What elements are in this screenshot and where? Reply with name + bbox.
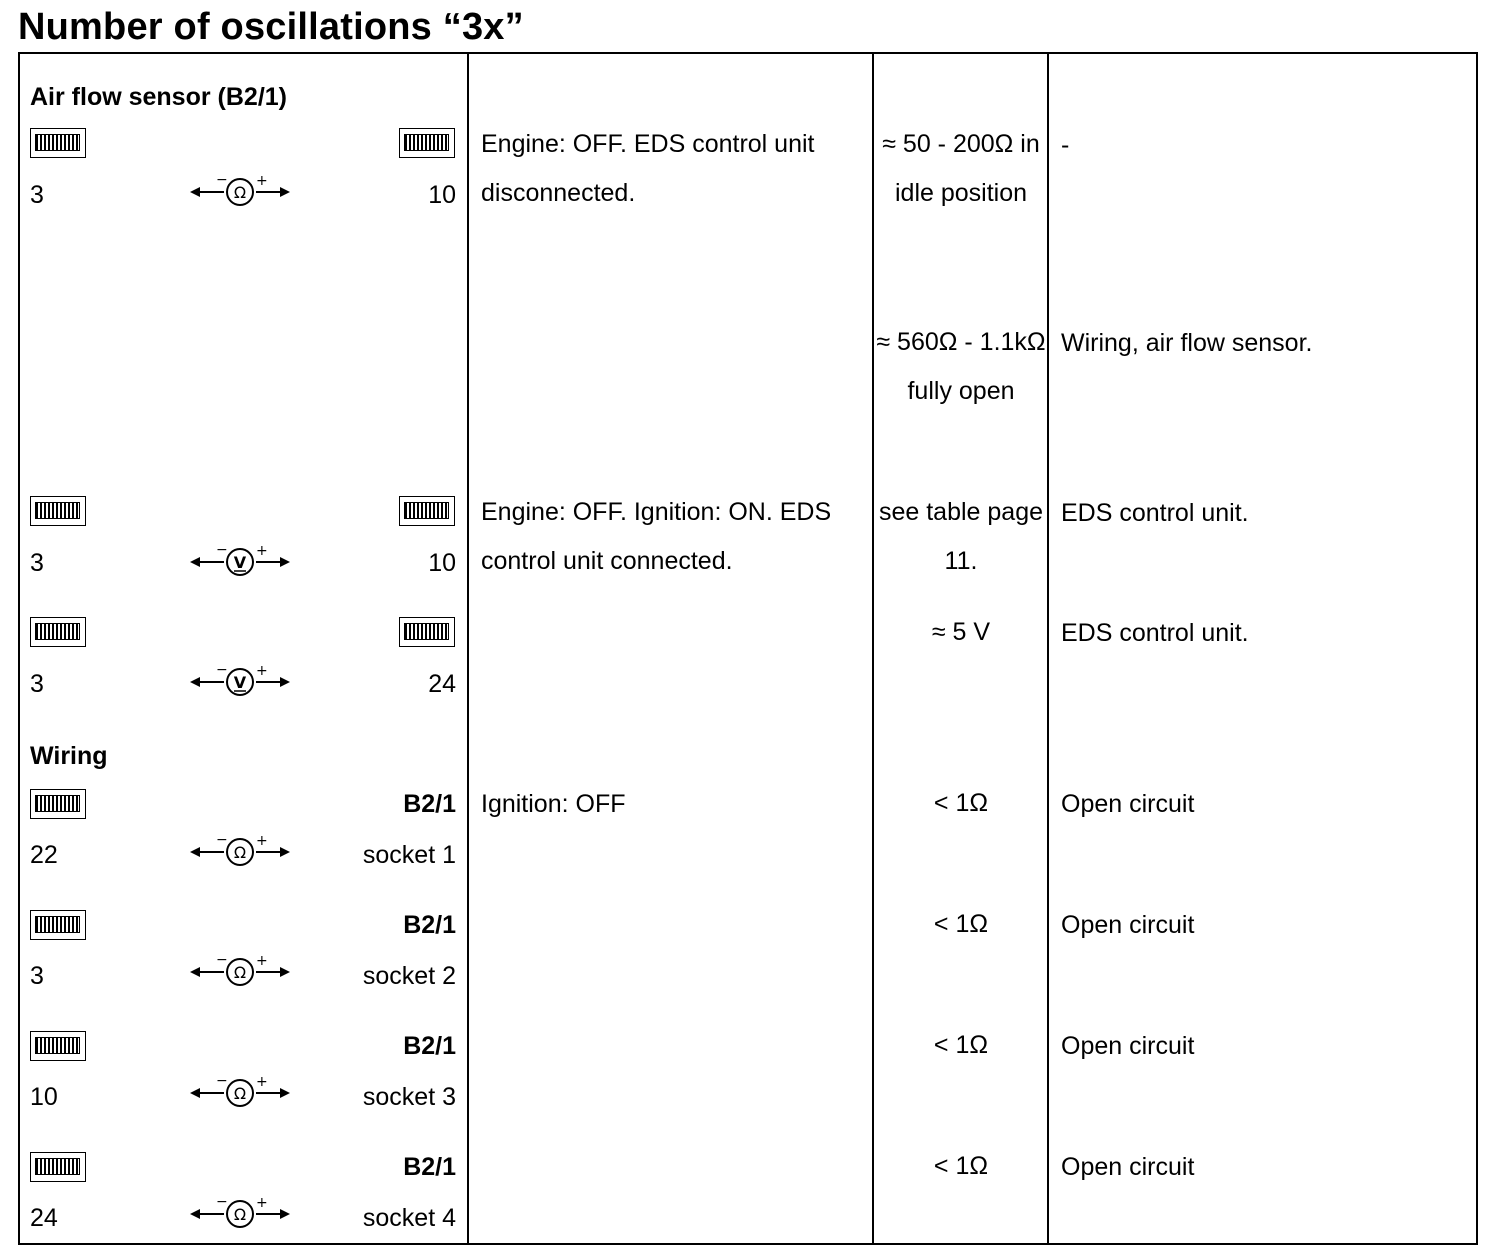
- svg-text:−: −: [216, 666, 228, 678]
- ohmmeter-icon: [188, 1198, 292, 1228]
- meter-symbol: V: [233, 553, 247, 572]
- possible-cause: EDS control unit.: [1061, 499, 1249, 527]
- column-divider: [1047, 52, 1049, 1245]
- voltmeter-icon: [188, 666, 292, 696]
- connector-icon: [30, 1152, 86, 1182]
- nominal-value: ≈ 5 V: [931, 618, 991, 646]
- svg-text:+: +: [256, 666, 268, 679]
- socket-label: socket 2: [362, 962, 456, 990]
- page-title: Number of oscillations “3x”: [18, 6, 524, 48]
- svg-text:+: +: [256, 1077, 268, 1090]
- condition-text: Engine: OFF. Ignition: ON. EDS control unit connected.: [481, 498, 832, 575]
- possible-cause: -: [1061, 131, 1070, 159]
- svg-text:−: −: [216, 1077, 228, 1089]
- possible-cause: EDS control unit.: [1061, 619, 1249, 647]
- pin-number: 3: [30, 670, 44, 698]
- svg-text:−: −: [216, 176, 228, 188]
- connector-icon: [30, 789, 86, 819]
- connector-icon: [399, 128, 455, 158]
- meter-symbol: V: [233, 673, 247, 692]
- connector-icon: [30, 1031, 86, 1061]
- pin-number: 3: [30, 549, 44, 577]
- nominal-value: ≈ 50 - 200Ω in idle position: [882, 130, 1040, 207]
- nominal-value: < 1Ω: [933, 1031, 989, 1059]
- pin-number: 24: [428, 670, 456, 698]
- meter-symbol: Ω: [233, 963, 247, 982]
- svg-text:+: +: [256, 956, 268, 969]
- nominal-value: < 1Ω: [933, 1152, 989, 1180]
- connector-icon: [30, 128, 86, 158]
- nominal-value: ≈ 560Ω - 1.1kΩ fully open: [876, 328, 1046, 405]
- pin-number: 10: [428, 181, 456, 209]
- component-label: B2/1: [403, 1153, 456, 1181]
- meter-symbol: Ω: [233, 843, 247, 862]
- voltmeter-icon: [188, 546, 292, 576]
- meter-symbol: Ω: [233, 183, 247, 202]
- section-heading-wiring: Wiring: [30, 742, 108, 770]
- connector-icon: [30, 496, 86, 526]
- component-label: B2/1: [403, 911, 456, 939]
- pin-number: 22: [30, 841, 58, 869]
- possible-cause: Open circuit: [1061, 1032, 1195, 1060]
- svg-text:+: +: [256, 1198, 268, 1211]
- possible-cause: Open circuit: [1061, 911, 1195, 939]
- connector-icon: [30, 910, 86, 940]
- condition-text: Engine: OFF. EDS control unit disconnected.: [481, 130, 815, 207]
- possible-cause: Open circuit: [1061, 1153, 1195, 1181]
- condition-text: Ignition: OFF: [481, 790, 626, 818]
- pin-number: 10: [428, 549, 456, 577]
- meter-symbol: Ω: [233, 1084, 247, 1103]
- ohmmeter-icon: [188, 1077, 292, 1107]
- section-heading-air-flow-sensor: Air flow sensor (B2/1): [30, 83, 287, 111]
- test-table: [18, 52, 1478, 1245]
- svg-text:−: −: [216, 956, 228, 968]
- svg-text:+: +: [256, 546, 268, 559]
- connector-icon: [30, 617, 86, 647]
- socket-label: socket 4: [362, 1204, 456, 1232]
- socket-label: socket 3: [362, 1083, 456, 1111]
- connector-icon: [399, 617, 455, 647]
- socket-label: socket 1: [362, 841, 456, 869]
- possible-cause: Wiring, air flow sensor.: [1061, 329, 1313, 357]
- component-label: B2/1: [403, 790, 456, 818]
- possible-cause: Open circuit: [1061, 790, 1195, 818]
- pin-number: 3: [30, 181, 44, 209]
- svg-text:+: +: [256, 176, 268, 189]
- component-label: B2/1: [403, 1032, 456, 1060]
- ohmmeter-icon: [188, 956, 292, 986]
- svg-text:−: −: [216, 1198, 228, 1210]
- meter-symbol: Ω: [233, 1205, 247, 1224]
- ohmmeter-icon: [188, 176, 292, 206]
- nominal-value: see table page 11.: [878, 498, 1044, 575]
- pin-number: 3: [30, 962, 44, 990]
- column-divider: [872, 52, 874, 1245]
- nominal-value: < 1Ω: [933, 910, 989, 938]
- svg-text:−: −: [216, 836, 228, 848]
- pin-number: 24: [30, 1204, 58, 1232]
- nominal-value: < 1Ω: [933, 789, 989, 817]
- svg-text:+: +: [256, 836, 268, 849]
- svg-text:−: −: [216, 546, 228, 558]
- ohmmeter-icon: [188, 836, 292, 866]
- connector-icon: [399, 496, 455, 526]
- pin-number: 10: [30, 1083, 58, 1111]
- column-divider: [467, 52, 469, 1245]
